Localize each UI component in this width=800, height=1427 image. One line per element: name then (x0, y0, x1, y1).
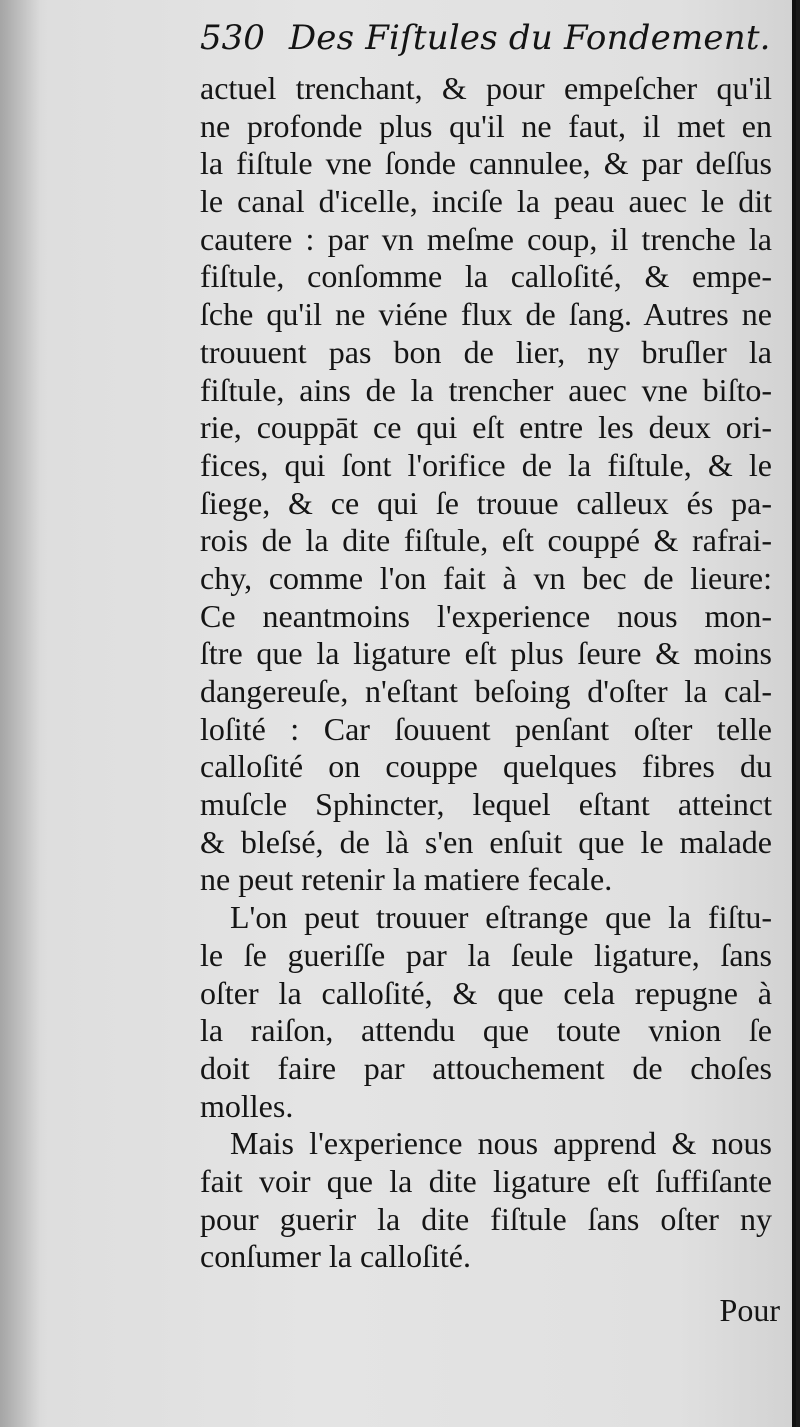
text-line: pour guerir la dite fiſtule ſans oſter ny (200, 1200, 772, 1237)
text-line: dangereuſe, n'eſtant beſoing d'oſter la cal- (200, 673, 772, 709)
catchword: Pour (719, 1292, 780, 1328)
text-line: le canal d'icelle, inciſe la peau auec le dit (200, 183, 772, 220)
text-line: Mais l'experience nous apprend & nous (230, 1125, 772, 1162)
text-line: calloſité on couppe quelques fibres du (200, 748, 772, 785)
text-line: rois de la dite fiſtule, eſt couppé & rafrai- (200, 522, 772, 559)
text-line: fait voir que la dite ligature eſt ſuffiſante (200, 1162, 772, 1199)
page-number: 530 (200, 18, 265, 58)
page-edge-shadow (792, 0, 796, 1427)
text-line: cautere : par vn meſme coup, il trenche la (200, 220, 772, 257)
text-line: conſumer la calloſité. (200, 1238, 471, 1275)
text-line: la fiſtule vne ſonde cannulee, & par deſſus (200, 145, 772, 182)
text-line: loſité : Car ſouuent penſant oſter telle (200, 710, 772, 747)
text-line: L'on peut trouuer eſtrange que la fiſtu- (230, 899, 772, 936)
text-line: actuel trenchant, & pour empeſcher qu'il (200, 70, 772, 106)
text-line: ſiege, & ce qui ſe trouue calleux és pa- (200, 484, 772, 521)
text-line: oſter la calloſité, & que cela repugne à (200, 974, 772, 1011)
text-line: ſche qu'il ne viéne flux de ſang. Autres ne (200, 296, 772, 333)
text-line: rie, couppāt ce qui eſt entre les deux ori- (200, 409, 772, 446)
text-line: fiſtule, conſomme la calloſité, & empe- (200, 258, 772, 295)
text-line: ne profonde plus qu'il ne faut, il met en (200, 107, 772, 144)
text-line: & bleſsé, de là s'en enſuit que le malade (200, 823, 772, 860)
text-line: trouuent pas bon de lier, ny bruſler la (200, 333, 772, 370)
page-header (200, 18, 771, 66)
text-line: molles. (200, 1087, 294, 1124)
running-title: Des Fiſtules du Fondement. (288, 18, 771, 58)
text-line: fices, qui ſont l'orifice de la fiſtule, & le (200, 446, 772, 483)
text-line: ne peut retenir la matiere fecale. (200, 861, 613, 898)
text-line: chy, comme l'on fait à vn bec de lieure: (200, 559, 772, 596)
text-line: doit faire par attouchement de choſes (200, 1049, 772, 1086)
text-line: ſtre que la ligature eſt plus ſeure & moins (200, 635, 772, 672)
text-line: muſcle Sphincter, lequel eſtant atteinct (200, 786, 772, 823)
text-line: le ſe gueriſſe par la ſeule ligature, ſans (200, 936, 772, 973)
text-line: la raiſon, attendu que toute vnion ſe (200, 1012, 772, 1049)
text-line: fiſtule, ains de la trencher auec vne biſto- (200, 371, 772, 408)
body-text (200, 70, 772, 1276)
text-line: Ce neantmoins l'experience nous mon- (200, 597, 772, 634)
